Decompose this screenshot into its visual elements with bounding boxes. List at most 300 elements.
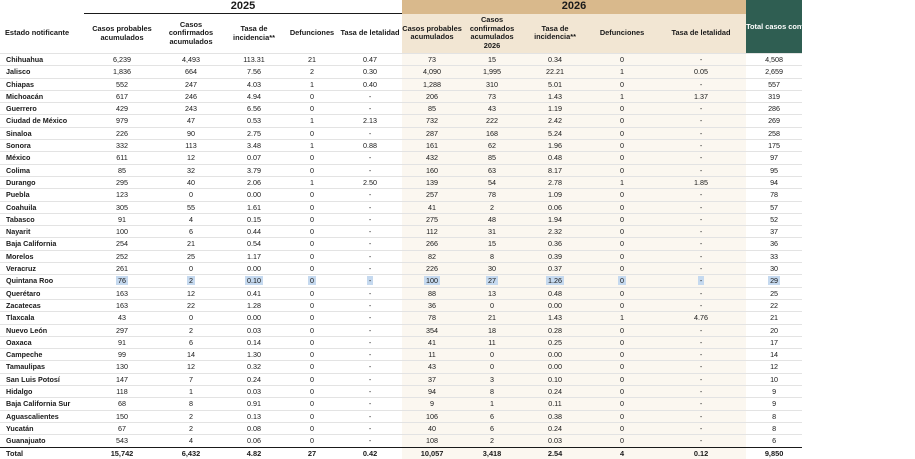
state-name: Yucatán <box>0 422 84 434</box>
cell-i: 4 <box>588 447 656 459</box>
cell-c: 1.17 <box>222 250 286 262</box>
cell-b: 4 <box>160 435 222 447</box>
total-row <box>0 447 802 459</box>
cell-t: 20 <box>746 324 802 336</box>
cell-i: 0 <box>588 324 656 336</box>
cell-g: 0 <box>462 361 522 373</box>
cell-i: 0 <box>588 127 656 139</box>
cell-i: 0 <box>588 250 656 262</box>
incidencia-2026-header: Tasa de incidencia** <box>522 14 588 54</box>
cell-f: 139 <box>402 176 462 188</box>
cell-i: 0 <box>588 226 656 238</box>
state-name: Puebla <box>0 189 84 201</box>
cell-b: 40 <box>160 176 222 188</box>
cell-d: 0 <box>286 299 338 311</box>
cell-j: - <box>656 213 746 225</box>
cell-c: 0.03 <box>222 386 286 398</box>
cell-a: 123 <box>84 189 160 201</box>
state-name: Colima <box>0 164 84 176</box>
cell-t: 8 <box>746 410 802 422</box>
state-name: Total <box>0 447 84 459</box>
cell-a: 118 <box>84 386 160 398</box>
cell-h: 0.06 <box>522 201 588 213</box>
cell-d: 21 <box>286 54 338 66</box>
cell-e: - <box>338 164 402 176</box>
cell-c: 4.03 <box>222 78 286 90</box>
cell-g: 73 <box>462 90 522 102</box>
cell-c: 2.75 <box>222 127 286 139</box>
table-row <box>0 250 802 262</box>
cell-g: 62 <box>462 140 522 152</box>
cell-d: 0 <box>286 398 338 410</box>
cell-d: 1 <box>286 176 338 188</box>
cell-a: 85 <box>84 164 160 176</box>
cell-f <box>402 275 462 287</box>
cell-a: 6,239 <box>84 54 160 66</box>
state-name: Chiapas <box>0 78 84 90</box>
cell-c: 1.28 <box>222 299 286 311</box>
cell-e: - <box>338 103 402 115</box>
cell-a <box>84 275 160 287</box>
cell-a: 297 <box>84 324 160 336</box>
cell-d: 0 <box>286 226 338 238</box>
cell-b: 247 <box>160 78 222 90</box>
cell-e: 0.88 <box>338 140 402 152</box>
cell-t: 10 <box>746 373 802 385</box>
highlighted-value: 29 <box>770 276 779 286</box>
cell-g: 3,418 <box>462 447 522 459</box>
state-name: Hidalgo <box>0 386 84 398</box>
cell-g: 1 <box>462 398 522 410</box>
cell-j: - <box>656 250 746 262</box>
cell-d: 1 <box>286 140 338 152</box>
cell-c: 0.15 <box>222 213 286 225</box>
cell-j: - <box>656 373 746 385</box>
cell-g: 6 <box>462 422 522 434</box>
cell-f: 82 <box>402 250 462 262</box>
state-name: Aguascalientes <box>0 410 84 422</box>
cell-f: 37 <box>402 373 462 385</box>
cell-e: 2.13 <box>338 115 402 127</box>
cell-i: 0 <box>588 238 656 250</box>
cell-d: 0 <box>286 90 338 102</box>
cell-f: 73 <box>402 54 462 66</box>
state-name: Nuevo León <box>0 324 84 336</box>
cell-b: 113 <box>160 140 222 152</box>
highlighted-value: 0 <box>310 276 314 286</box>
table-row <box>0 226 802 238</box>
cell-h: 0.00 <box>522 361 588 373</box>
cell-e: - <box>338 386 402 398</box>
cell-g: 78 <box>462 189 522 201</box>
cell-g: 8 <box>462 250 522 262</box>
table-row <box>0 336 802 348</box>
cell-d: 0 <box>286 238 338 250</box>
cell-g: 6 <box>462 410 522 422</box>
cell-g: 48 <box>462 213 522 225</box>
total-header: Total casos confirmados acumulados 2025-2026 <box>746 0 802 54</box>
cell-c: 2.06 <box>222 176 286 188</box>
cell-a: 226 <box>84 127 160 139</box>
confirmados-2025-header: Casos confirmados acumulados <box>160 14 222 54</box>
cell-c <box>222 275 286 287</box>
cell-f: 11 <box>402 349 462 361</box>
cell-t: 25 <box>746 287 802 299</box>
cell-g: 13 <box>462 287 522 299</box>
cell-g: 310 <box>462 78 522 90</box>
cell-f: 257 <box>402 189 462 201</box>
cell-a: 150 <box>84 410 160 422</box>
cell-d: 0 <box>286 287 338 299</box>
cell-a: 261 <box>84 263 160 275</box>
state-name: Baja California <box>0 238 84 250</box>
cell-h: 0.34 <box>522 54 588 66</box>
cell-j: - <box>656 398 746 410</box>
defunciones-2026-header: Defunciones <box>588 14 656 54</box>
cell-f: 85 <box>402 103 462 115</box>
state-name: Morelos <box>0 250 84 262</box>
cell-d: 0 <box>286 422 338 434</box>
cell-h: 0.11 <box>522 398 588 410</box>
cell-h: 0.36 <box>522 238 588 250</box>
cell-j: 1.37 <box>656 90 746 102</box>
cell-a: 68 <box>84 398 160 410</box>
state-name: Guanajuato <box>0 435 84 447</box>
cell-h: 2.42 <box>522 115 588 127</box>
cell-t: 286 <box>746 103 802 115</box>
cell-j: - <box>656 78 746 90</box>
cell-c: 0.00 <box>222 189 286 201</box>
cell-g: 43 <box>462 103 522 115</box>
cell-d: 0 <box>286 164 338 176</box>
cell-b: 2 <box>160 422 222 434</box>
cell-t: 22 <box>746 299 802 311</box>
cell-d: 0 <box>286 361 338 373</box>
table-row <box>0 361 802 373</box>
highlighted-value: - <box>699 276 703 286</box>
state-name: Jalisco <box>0 66 84 78</box>
highlighted-value: 0 <box>620 276 625 286</box>
cell-f: 9 <box>402 398 462 410</box>
cell-e: - <box>338 201 402 213</box>
cell-c: 4.82 <box>222 447 286 459</box>
cell-b: 6 <box>160 336 222 348</box>
cell-g: 168 <box>462 127 522 139</box>
cell-i: 1 <box>588 90 656 102</box>
cell-h: 0.24 <box>522 422 588 434</box>
table-row <box>0 398 802 410</box>
state-name: Michoacán <box>0 90 84 102</box>
cell-d: 0 <box>286 127 338 139</box>
cell-t: 30 <box>746 263 802 275</box>
cell-f: 266 <box>402 238 462 250</box>
cell-i: 0 <box>588 78 656 90</box>
cell-i: 0 <box>588 103 656 115</box>
cell-f: 41 <box>402 336 462 348</box>
cell-f: 1,288 <box>402 78 462 90</box>
state-name: San Luis Potosí <box>0 373 84 385</box>
cell-a: 295 <box>84 176 160 188</box>
cell-c: 3.79 <box>222 164 286 176</box>
cell-f: 287 <box>402 127 462 139</box>
cell-e: - <box>338 152 402 164</box>
cell-t: 8 <box>746 422 802 434</box>
cell-e: - <box>338 349 402 361</box>
cell-h: 1.43 <box>522 90 588 102</box>
cell-e: - <box>338 312 402 324</box>
cell-i: 0 <box>588 213 656 225</box>
table-row <box>0 275 802 287</box>
letalidad-2025-header: Tasa de letalidad <box>338 14 402 54</box>
state-name: Oaxaca <box>0 336 84 348</box>
state-name: Sinaloa <box>0 127 84 139</box>
cell-b: 32 <box>160 164 222 176</box>
cell-a: 979 <box>84 115 160 127</box>
cell-t: 78 <box>746 189 802 201</box>
cell-j: - <box>656 361 746 373</box>
cell-h: 0.28 <box>522 324 588 336</box>
cell-h: 2.54 <box>522 447 588 459</box>
state-name: Tabasco <box>0 213 84 225</box>
cell-d: 0 <box>286 324 338 336</box>
cell-c: 113.31 <box>222 54 286 66</box>
cell-j: - <box>656 299 746 311</box>
cell-i: 0 <box>588 410 656 422</box>
table-body <box>0 54 802 459</box>
cell-i: 0 <box>588 336 656 348</box>
cell-d: 0 <box>286 103 338 115</box>
incidencia-2025-header: Tasa de incidencia** <box>222 14 286 54</box>
cell-j: - <box>656 349 746 361</box>
cell-g: 54 <box>462 176 522 188</box>
cell-d: 0 <box>286 410 338 422</box>
cell-f: 78 <box>402 312 462 324</box>
cell-t: 52 <box>746 213 802 225</box>
cell-g: 0 <box>462 299 522 311</box>
cell-i: 0 <box>588 263 656 275</box>
cell-h: 8.17 <box>522 164 588 176</box>
state-name: Zacatecas <box>0 299 84 311</box>
cell-c: 6.56 <box>222 103 286 115</box>
cell-h: 0.10 <box>522 373 588 385</box>
cell-a: 163 <box>84 299 160 311</box>
cell-h: 0.24 <box>522 386 588 398</box>
cell-c: 0.06 <box>222 435 286 447</box>
cell-g: 30 <box>462 263 522 275</box>
cell-t: 175 <box>746 140 802 152</box>
cell-b <box>160 275 222 287</box>
cell-g <box>462 275 522 287</box>
cell-f: 161 <box>402 140 462 152</box>
cell-e: - <box>338 299 402 311</box>
cell-a: 305 <box>84 201 160 213</box>
cell-e: - <box>338 127 402 139</box>
cell-t: 9,850 <box>746 447 802 459</box>
cell-f: 36 <box>402 299 462 311</box>
cell-g: 0 <box>462 349 522 361</box>
cell-t: 6 <box>746 435 802 447</box>
cell-g: 1,995 <box>462 66 522 78</box>
probables-2026-header: Casos probables acumulados <box>402 14 462 54</box>
cell-h: 0.25 <box>522 336 588 348</box>
table-row <box>0 78 802 90</box>
table-row <box>0 263 802 275</box>
year-2025-header: 2025 <box>84 0 402 14</box>
cell-j: - <box>656 386 746 398</box>
cell-e: 0.47 <box>338 54 402 66</box>
cell-t: 21 <box>746 312 802 324</box>
cell-g: 15 <box>462 54 522 66</box>
cell-g: 3 <box>462 373 522 385</box>
cell-f: 4,090 <box>402 66 462 78</box>
cell-b: 4,493 <box>160 54 222 66</box>
cell-h: 0.37 <box>522 263 588 275</box>
cell-t: 319 <box>746 90 802 102</box>
cell-c: 0.54 <box>222 238 286 250</box>
cell-a: 429 <box>84 103 160 115</box>
cell-c: 0.44 <box>222 226 286 238</box>
table-row <box>0 410 802 422</box>
table-row <box>0 422 802 434</box>
cell-t: 95 <box>746 164 802 176</box>
cell-j: - <box>656 115 746 127</box>
cell-h: 1.94 <box>522 213 588 225</box>
cell-h: 1.19 <box>522 103 588 115</box>
table-row <box>0 176 802 188</box>
cell-g: 85 <box>462 152 522 164</box>
cell-b: 90 <box>160 127 222 139</box>
cell-t: 94 <box>746 176 802 188</box>
letalidad-2026-header: Tasa de letalidad <box>656 14 746 54</box>
cell-e: - <box>338 287 402 299</box>
state-name: Sonora <box>0 140 84 152</box>
cell-d: 1 <box>286 115 338 127</box>
cell-a: 100 <box>84 226 160 238</box>
cell-i: 0 <box>588 435 656 447</box>
cell-d: 0 <box>286 189 338 201</box>
cell-a: 254 <box>84 238 160 250</box>
cell-f: 106 <box>402 410 462 422</box>
cell-j: - <box>656 287 746 299</box>
highlighted-value: 27 <box>488 276 497 286</box>
cell-d: 0 <box>286 152 338 164</box>
cell-c: 0.14 <box>222 336 286 348</box>
cell-i: 1 <box>588 176 656 188</box>
cell-f: 112 <box>402 226 462 238</box>
cell-b: 7 <box>160 373 222 385</box>
table-row <box>0 213 802 225</box>
cell-b: 47 <box>160 115 222 127</box>
cell-b: 0 <box>160 263 222 275</box>
cell-j: - <box>656 263 746 275</box>
table-row <box>0 287 802 299</box>
table-row <box>0 349 802 361</box>
cell-f: 10,057 <box>402 447 462 459</box>
cell-b: 12 <box>160 152 222 164</box>
cell-t: 57 <box>746 201 802 213</box>
cell-g: 15 <box>462 238 522 250</box>
cell-f: 94 <box>402 386 462 398</box>
cell-i: 0 <box>588 164 656 176</box>
cell-e: - <box>338 189 402 201</box>
cell-a: 147 <box>84 373 160 385</box>
cell-b: 0 <box>160 189 222 201</box>
cell-j: - <box>656 336 746 348</box>
cell-c: 1.30 <box>222 349 286 361</box>
cell-d: 0 <box>286 213 338 225</box>
cell-i: 0 <box>588 189 656 201</box>
cell-e: 0.30 <box>338 66 402 78</box>
cell-c: 0.24 <box>222 373 286 385</box>
cell-f: 732 <box>402 115 462 127</box>
header-blank <box>0 0 84 14</box>
cell-d: 27 <box>286 447 338 459</box>
table-row <box>0 54 802 66</box>
cell-c: 0.00 <box>222 312 286 324</box>
highlighted-value: 2 <box>189 276 193 286</box>
cell-t: 9 <box>746 398 802 410</box>
cell-c: 0.41 <box>222 287 286 299</box>
cell-i: 0 <box>588 361 656 373</box>
state-name: Quintana Roo <box>0 275 84 287</box>
cell-j: - <box>656 127 746 139</box>
cell-b: 22 <box>160 299 222 311</box>
table-row <box>0 324 802 336</box>
cell-g: 11 <box>462 336 522 348</box>
state-name: Nayarit <box>0 226 84 238</box>
table-row <box>0 127 802 139</box>
cell-h: 1.96 <box>522 140 588 152</box>
cell-i: 0 <box>588 287 656 299</box>
cell-c: 0.00 <box>222 263 286 275</box>
cell-h: 0.38 <box>522 410 588 422</box>
cell-f: 108 <box>402 435 462 447</box>
cell-g: 8 <box>462 386 522 398</box>
cell-f: 354 <box>402 324 462 336</box>
cell-f: 432 <box>402 152 462 164</box>
cell-j: - <box>656 140 746 152</box>
cell-i: 0 <box>588 115 656 127</box>
cell-e <box>338 275 402 287</box>
cell-b: 664 <box>160 66 222 78</box>
highlighted-value: 1.26 <box>548 276 563 286</box>
cell-e: - <box>338 361 402 373</box>
table-row <box>0 312 802 324</box>
cell-a: 1,836 <box>84 66 160 78</box>
cell-i: 0 <box>588 398 656 410</box>
cell-e: - <box>338 435 402 447</box>
cell-g: 21 <box>462 312 522 324</box>
cell-e: - <box>338 213 402 225</box>
cell-t: 2,659 <box>746 66 802 78</box>
table-row <box>0 140 802 152</box>
cell-f: 41 <box>402 201 462 213</box>
cell-h: 0.00 <box>522 349 588 361</box>
state-name: Tlaxcala <box>0 312 84 324</box>
cell-h: 5.01 <box>522 78 588 90</box>
cell-j: - <box>656 422 746 434</box>
cell-a: 67 <box>84 422 160 434</box>
cell-e: 0.42 <box>338 447 402 459</box>
cell-d: 0 <box>286 201 338 213</box>
cell-j: - <box>656 152 746 164</box>
cell-t: 97 <box>746 152 802 164</box>
cell-i <box>588 275 656 287</box>
cell-h: 22.21 <box>522 66 588 78</box>
cell-c: 0.53 <box>222 115 286 127</box>
cell-e: - <box>338 226 402 238</box>
highlighted-value: 0.10 <box>247 276 261 286</box>
